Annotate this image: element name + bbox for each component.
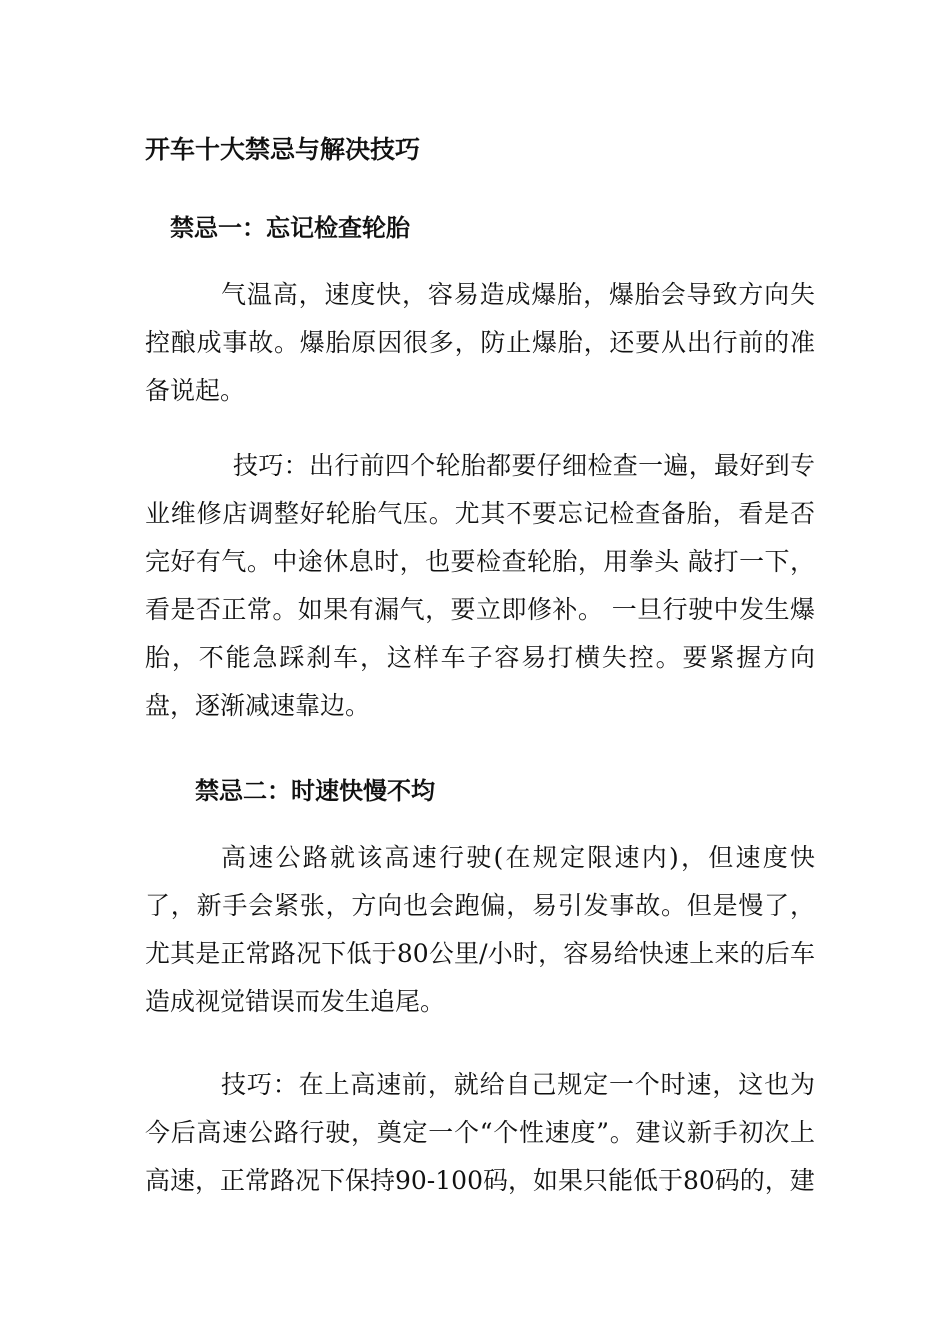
section-1-paragraph-2: 技巧：出行前四个轮胎都要仔细检查一遍，最好到专业维修店调整好轮胎气压。尤其不要忘记检查备胎，看是否完好有气。中途休息时，也要检查轮胎，用拳头 敲打一下，看是否正常。如果有漏气，要立即修补。 一旦行驶中发生爆胎，不能急踩刹车，这样车子容易打横失控。要紧握方向盘，逐渐减速靠边。 <box>145 451 815 720</box>
section-2-paragraph-1: 高速公路就该高速行驶(在规定限速内)，但速度快了，新手会紧张，方向也会跑偏，易引发事故。但是慢了，尤其是正常路况下低于80公里/小时，容易给快速上来的后车造成视觉错误而发生追尾。 <box>145 843 815 1016</box>
section-heading-1: 禁忌一：忘记检查轮胎 <box>170 214 410 242</box>
section-heading-2: 禁忌二：时速快慢不均 <box>195 777 435 805</box>
section-2-paragraph-2: 技巧：在上高速前，就给自己规定一个时速，这也为今后高速公路行驶，奠定一个“个性速度”。建议新手初次上高速，正常路况下保持90-100码，如果只能低于80码的，建 <box>145 1070 815 1195</box>
section-1-paragraph-1: 气温高，速度快，容易造成爆胎，爆胎会导致方向失控酿成事故。爆胎原因很多，防止爆胎，还要从出行前的准备说起。 <box>145 280 815 405</box>
document-title: 开车十大禁忌与解决技巧 <box>145 135 421 164</box>
